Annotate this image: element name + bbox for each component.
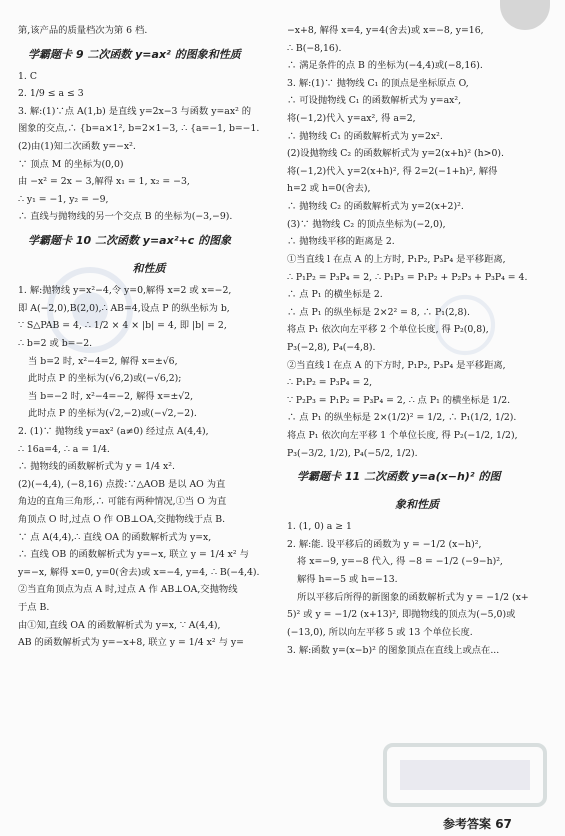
- answer-line: ∵ P₂P₃ = P₁P₂ = P₃P₄ = 2, ∴ 点 P₁ 的横坐标是 1/2.: [287, 394, 511, 406]
- answer-line: (2)(−4,4), (−8,16) 点拨:∵△AOB 是以 AO 为直: [18, 478, 226, 490]
- answer-line: ∴ 16a=4, ∴ a = 1/4.: [18, 443, 110, 455]
- answer-line: ∴ 满足条件的点 B 的坐标为(−4,4)或(−8,16).: [287, 60, 483, 72]
- answer-line: AB 的函数解析式为 y=−x+8, 联立 y = 1/4 x² 与 y=: [18, 637, 244, 649]
- answer-line: 图象的交点,∴ {b=a×1², b=2×1−3, ∴ {a=−1, b=−1.: [18, 123, 260, 135]
- answer-line: (2)由(1)知二次函数 y=−x².: [18, 141, 136, 153]
- right-column: [287, 22, 547, 659]
- answer-line: 1. (1, 0) a ≥ 1: [287, 521, 352, 533]
- answer-line: ∴ 点 P₁ 的横坐标是 2.: [287, 289, 383, 301]
- answer-line: 5)² 或 y = −1/2 (x+13)², 即抛物线的顶点为(−5,0)或: [287, 609, 516, 621]
- answer-line: y=−x, 解得 x=0, y=0(舍去)或 x=−4, y=4, ∴ B(−4,4).: [18, 566, 260, 578]
- answer-line: ∴ P₁P₂ = P₃P₄ = 2, ∴ P₁P₃ = P₁P₂ + P₂P₃ + P₃P₄ = 4.: [287, 271, 528, 283]
- section-heading: 和性质: [132, 262, 166, 276]
- answer-line: ∴ B(−8,16).: [287, 42, 342, 54]
- answer-line: 将点 P₁ 依次向左平移 1 个单位长度, 得 P₂(−1/2, 1/2),: [287, 430, 518, 442]
- answer-line: ②当直线 l 在点 A 的下方时, P₁P₂, P₃P₄ 是平移距离,: [287, 359, 506, 371]
- answer-line: 2. 1/9 ≤ a ≤ 3: [18, 88, 84, 100]
- answer-line: ∵ 点 A(4,4),∴ 直线 OA 的函数解析式为 y=x,: [18, 531, 212, 543]
- section-heading: 象和性质: [395, 498, 439, 512]
- answer-line: P₃(−2,8), P₄(−4,8).: [287, 341, 376, 353]
- answer-line: (−13,0), 所以向左平移 5 或 13 个单位长度.: [287, 626, 473, 638]
- answer-line: 将(−1,2)代入 y=2(x+h)², 得 2=2(−1+h)², 解得: [287, 165, 498, 177]
- answer-line: 即 A(−2,0),B(2,0),∴ AB=4,设点 P 的纵坐标为 b,: [18, 302, 230, 314]
- answer-line: 1. 解:抛物线 y=x²−4,令 y=0,解得 x=2 或 x=−2,: [18, 285, 232, 297]
- left-column: [18, 22, 280, 652]
- page-number: 67: [495, 817, 512, 831]
- answer-line: 3. 解:(1)∵点 A(1,b) 是直线 y=2x−3 与函数 y=ax² 的: [18, 105, 252, 117]
- answer-line: 1. C: [18, 70, 37, 82]
- answer-line: ∴ 抛物线 C₂ 的函数解析式为 y=2(x+2)².: [287, 201, 464, 213]
- answer-line: ∴ 抛物线平移的距离是 2.: [287, 236, 395, 248]
- answer-line: 当 b=2 时, x²−4=2, 解得 x=±√6,: [28, 355, 178, 367]
- answer-line: ∴ y₁ = −1, y₂ = −9,: [18, 193, 109, 205]
- answer-line: ∴ P₁P₂ = P₃P₄ = 2,: [287, 377, 373, 389]
- answer-line: 解得 h=−5 或 h=−13.: [297, 574, 398, 586]
- answer-line: ②当直角顶点为点 A 时,过点 A 作 AB⊥OA,交抛物线: [18, 584, 238, 596]
- section-heading: 学霸题卡 11 二次函数 y=a(x−h)² 的图: [297, 470, 501, 484]
- answer-line: 2. 解:能. 设平移后的函数为 y = −1/2 (x−h)²,: [287, 538, 482, 550]
- answer-line: (3)∵ 抛物线 C₂ 的顶点坐标为(−2,0),: [287, 218, 446, 230]
- page-footer: [443, 815, 512, 832]
- answer-line: ∴ 直线 OB 的函数解析式为 y=−x, 联立 y = 1/4 x² 与: [18, 549, 249, 561]
- answer-line: ∵ 顶点 M 的坐标为(0,0): [18, 158, 124, 170]
- answer-line: ∴ 点 P₁ 的纵坐标是 2×(1/2)² = 1/2, ∴ P₁(1/2, 1/2).: [287, 412, 517, 424]
- answer-line: 角边的直角三角形,∴ 可能有两种情况,①当 O 为直: [18, 496, 227, 508]
- answer-line: 3. 解:(1)∵ 抛物线 C₁ 的顶点是坐标原点 O,: [287, 77, 469, 89]
- answer-line: 此时点 P 的坐标为(√6,2)或(−√6,2);: [28, 373, 182, 385]
- answer-line: 将(−1,2)代入 y=ax², 得 a=2,: [287, 113, 416, 125]
- answer-line: 3. 解:函数 y=(x−b)² 的图象顶点在直线上或点在...: [287, 644, 500, 656]
- answer-line: 将点 P₁ 依次向左平移 2 个单位长度, 得 P₂(0,8),: [287, 324, 489, 336]
- answer-line: 将 x=−9, y=−8 代入, 得 −8 = −1/2 (−9−h)²,: [297, 556, 503, 568]
- answer-line: 于点 B.: [18, 602, 50, 614]
- answer-line: 由①知,直线 OA 的函数解析式为 y=x, ∵ A(4,4),: [18, 619, 221, 631]
- answer-line: ∴ 点 P₁ 的纵坐标是 2×2² = 8, ∴ P₁(2,8).: [287, 306, 470, 318]
- answer-line: 此时点 P 的坐标为(√2,−2)或(−√2,−2).: [28, 408, 197, 420]
- answer-line: 角顶点 O 时,过点 O 作 OB⊥OA,交抛物线于点 B.: [18, 514, 226, 526]
- answer-line: ∴ 可设抛物线 C₁ 的函数解析式为 y=ax²,: [287, 95, 462, 107]
- answer-line: −x+8, 解得 x=4, y=4(舍去)或 x=−8, y=16,: [287, 25, 484, 36]
- answer-line: ①当直线 l 在点 A 的上方时, P₁P₂, P₃P₄ 是平移距离,: [287, 253, 506, 265]
- answer-line: (2)设抛物线 C₂ 的函数解析式为 y=2(x+h)² (h>0).: [287, 148, 504, 160]
- answer-line: ∴ 直线与抛物线的另一个交点 B 的坐标为(−3,−9).: [18, 211, 233, 223]
- answer-line: P₃(−3/2, 1/2), P₄(−5/2, 1/2).: [287, 447, 418, 459]
- answer-line: ∵ S△PAB = 4, ∴ 1/2 × 4 × |b| = 4, 即 |b| = 2,: [18, 320, 227, 332]
- answer-line: ∴ b=2 或 b=−2.: [18, 337, 93, 349]
- answer-line: 所以平移后所得的新图象的函数解析式为 y = −1/2 (x+: [297, 591, 529, 603]
- watermark-stamp-icon: [380, 740, 550, 810]
- answer-line: 当 b=−2 时, x²−4=−2, 解得 x=±√2,: [28, 390, 194, 402]
- answer-line: ∴ 抛物线的函数解析式为 y = 1/4 x².: [18, 461, 175, 473]
- answer-line: 第,该产品的质量档次为第 6 档.: [18, 25, 148, 36]
- answer-line: h=2 或 h=0(舍去),: [287, 183, 371, 195]
- answer-line: ∴ 抛物线 C₁ 的函数解析式为 y=2x².: [287, 130, 443, 142]
- section-heading: 学霸题卡 10 二次函数 y=ax²+c 的图象: [28, 234, 232, 248]
- answer-line: 2. (1)∵ 抛物线 y=ax² (a≠0) 经过点 A(4,4),: [18, 425, 209, 437]
- answer-line: 由 −x² = 2x − 3,解得 x₁ = 1, x₂ = −3,: [18, 176, 190, 188]
- section-heading: 学霸题卡 9 二次函数 y=ax² 的图象和性质: [28, 47, 241, 61]
- footer-label: 参考答案: [443, 817, 492, 831]
